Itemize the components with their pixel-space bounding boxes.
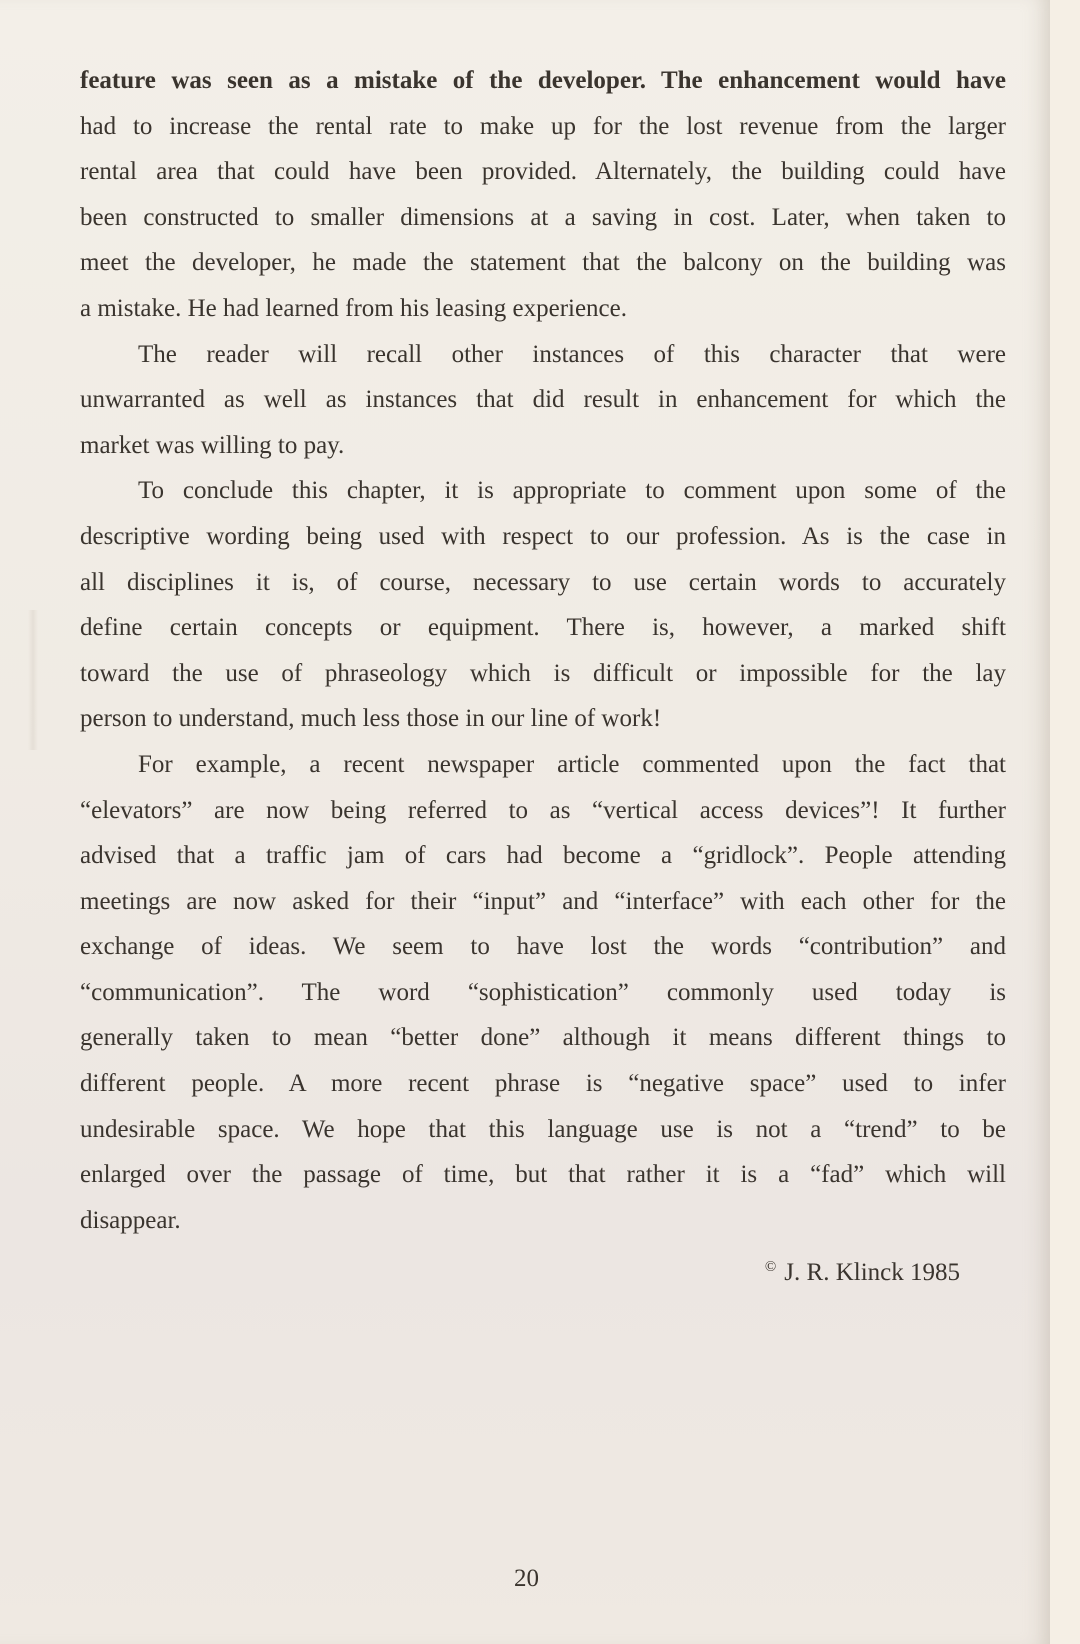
copyright-signature xyxy=(765,1259,960,1287)
page-edge xyxy=(1050,0,1080,1644)
text-line: meet the developer, he made the statement that the balcony on the building was xyxy=(80,249,1006,277)
text-line: enlarged over the passage of time, but that rather it is a “fad” which will xyxy=(80,1161,1006,1189)
page-number: 20 xyxy=(514,1565,539,1592)
text-line: descriptive wording being used with respect to our profession. As is the case in xyxy=(80,522,1006,550)
text-line: rental area that could have been provided. Alternately, the building could have xyxy=(80,158,1006,186)
text-line: exchange of ideas. We seem to have lost the words “contribution” and xyxy=(80,933,1006,961)
text-line: feature was seen as a mistake of the developer. The enhancement would have xyxy=(80,67,1006,94)
text-line: advised that a traffic jam of cars had become a “gridlock”. People attending xyxy=(80,842,1006,870)
text-line: disappear. xyxy=(80,1206,181,1234)
text-line: person to understand, much less those in our line of work! xyxy=(80,705,662,733)
page-shadow xyxy=(28,610,38,750)
text-line: been constructed to smaller dimensions at a saving in cost. Later, when taken to xyxy=(80,203,1006,231)
text-line: For example, a recent newspaper article commented upon the fact that xyxy=(138,750,1006,778)
text-line: a mistake. He had learned from his leasing experience. xyxy=(80,294,627,322)
signature-text: J. R. Klinck 1985 xyxy=(784,1259,960,1286)
body-text xyxy=(80,58,1006,1243)
text-line: define certain concepts or equipment. There is, however, a marked shift xyxy=(80,614,1006,642)
text-line: “communication”. The word “sophistication” commonly used today is xyxy=(80,978,1006,1006)
text-line: market was willing to pay. xyxy=(80,431,345,459)
text-line: “elevators” are now being referred to as “vertical access devices”! It further xyxy=(80,796,1006,824)
text-line: The reader will recall other instances of this character that were xyxy=(138,340,1006,368)
text-line: all disciplines it is, of course, necessary to use certain words to accurately xyxy=(80,568,1006,596)
text-line: had to increase the rental rate to make up for the lost revenue from the larger xyxy=(80,112,1006,140)
text-line: toward the use of phraseology which is difficult or impossible for the lay xyxy=(80,659,1006,687)
text-line: To conclude this chapter, it is appropriate to comment upon some of the xyxy=(138,477,1006,505)
copyright-icon: © xyxy=(764,1259,777,1275)
text-line: different people. A more recent phrase is “negative space” used to infer xyxy=(80,1070,1006,1098)
text-line: meetings are now asked for their “input” and “interface” with each other for the xyxy=(80,887,1006,915)
text-line: unwarranted as well as instances that did result in enhancement for which the xyxy=(80,386,1006,414)
text-line: generally taken to mean “better done” although it means different things to xyxy=(80,1024,1006,1052)
text-line: undesirable space. We hope that this language use is not a “trend” to be xyxy=(80,1115,1006,1143)
